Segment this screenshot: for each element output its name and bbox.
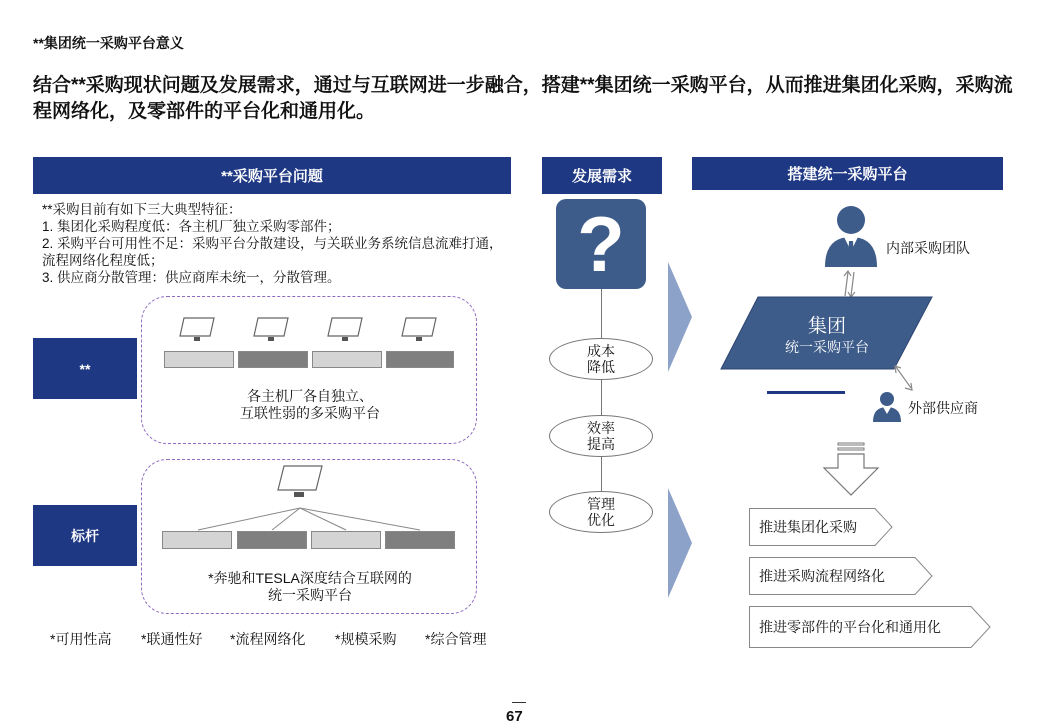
platform-header: 搭建统一采购平台 [692, 157, 1003, 190]
platform-bar [162, 531, 232, 549]
platform-bar [385, 531, 455, 549]
benchmark-caption: *奔驰和TESLA深度结合互联网的 统一采购平台 [208, 570, 412, 603]
current-caption: 各主机厂各自独立、 互联性弱的多采购平台 [240, 388, 380, 421]
page-number-rule [512, 702, 526, 703]
breadcrumb: **集团统一采购平台意义 [33, 35, 184, 51]
question-icon: ? [556, 199, 646, 289]
page-number: 67 [506, 708, 523, 725]
feature-tag: *联通性好 [141, 631, 203, 647]
platform-title: 集团 [807, 316, 846, 337]
needs-header: 发展需求 [542, 157, 662, 194]
platform-bar [164, 351, 234, 368]
external-supplier-label: 外部供应商 [908, 400, 978, 416]
platform-bar [386, 351, 454, 368]
feature-tag: *流程网络化 [230, 631, 306, 647]
need-cost: 成本 降低 [549, 338, 653, 380]
outcome-item: 推进采购流程网络化 [749, 557, 933, 595]
outcome-item: 推进集团化采购 [749, 508, 893, 546]
current-label: ** [33, 338, 137, 399]
platform-base-line [767, 391, 845, 394]
need-management: 管理 优化 [549, 491, 653, 533]
outcome-item: 推进零部件的平台化和通用化 [749, 606, 991, 644]
platform-bar [238, 351, 308, 368]
platform-bar [237, 531, 307, 549]
feature-tag: *可用性高 [50, 631, 112, 647]
benchmark-label: 标杆 [33, 505, 137, 566]
feature-tag: *综合管理 [425, 631, 487, 647]
feature-tag: *规模采购 [335, 631, 397, 647]
internal-team-label: 内部采购团队 [886, 240, 970, 256]
need-efficiency: 效率 提高 [549, 415, 653, 457]
platform-bar [311, 531, 381, 549]
page-title: 结合**采购现状问题及发展需求，通过与互联网进一步融合，搭建**集团统一采购平台，从而推进集团化采购，采购流程网络化，及零部件的平台化和通用化。 [33, 75, 1013, 122]
problems-header: **采购平台问题 [33, 157, 511, 194]
issues-text: **采购目前有如下三大典型特征： 1. 集团化采购程度低：各主机厂独立采购零部件； 2. 采购平台可用性不足：采购平台分散建设，与关联业务系统信息流难打通，流程网络化程度低； 3. 供应商分散管理：供应商库未统一，分散管理。 [42, 202, 503, 285]
platform-bar [312, 351, 382, 368]
platform-subtitle: 统一采购平台 [785, 339, 869, 355]
